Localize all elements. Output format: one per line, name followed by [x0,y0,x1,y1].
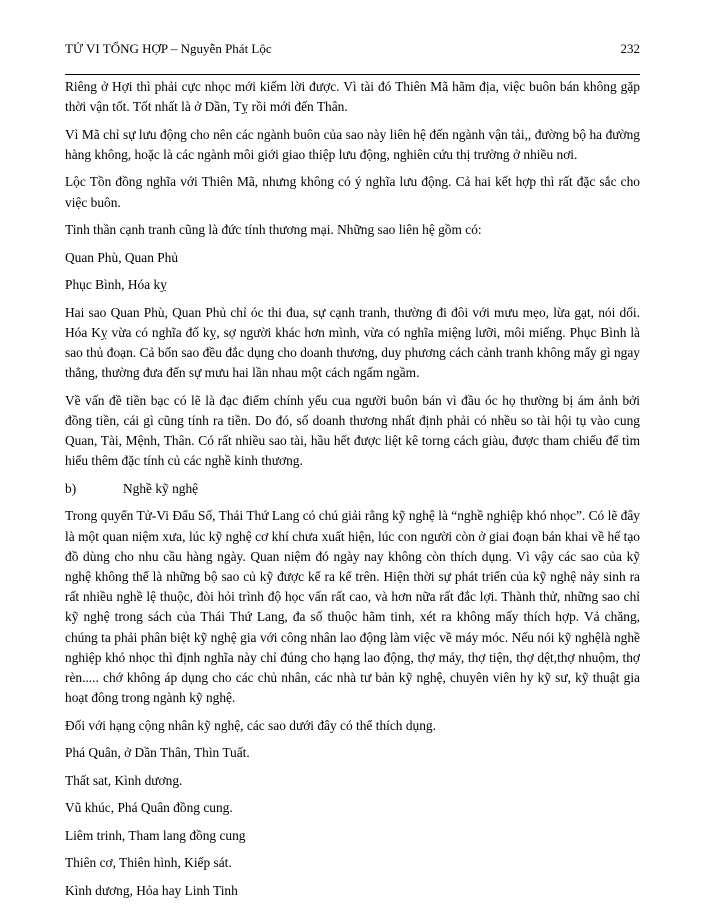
star-list-item: Liêm trinh, Tham lang đồng cung [65,827,246,843]
star-list-item: Phá Quân, ở Dần Thân, Thìn Tuất. [65,745,250,761]
paragraph: Vì Mã chỉ sự lưu động cho nên các ngành buôn của sao này liên hệ đến ngành vận tải,, đường bộ ha đường hàng không, hoặc là các ngành môi giới giao thiệp lưu động, nghiên cứu thị trường ở nhiều nơi. [65,126,640,162]
paragraph: Lộc Tồn đồng nghĩa với Thiên Mã, nhưng không có ý nghĩa lưu động. Cả hai kết hợp thì rất đặc sắc cho việc buôn. [65,174,640,210]
paragraph: Riêng ở Hợi thì phải cực nhọc mới kiếm lời được. Vì tài đó Thiên Mã hãm địa, việc buôn bán không gặp thời vận tốt. Tốt nhất là ở Dần, Tỵ rồi mới đến Thân. [65,79,640,115]
paragraph: Tinh thần cạnh tranh cũng là đức tính thương mại. Những sao liên hệ gồm có: [65,222,482,238]
section-label: b) [65,480,77,496]
paragraph: Hai sao Quan Phù, Quan Phủ chỉ óc thi đua, sự cạnh tranh, thường đi đôi với mưu mẹo, lừa gạt, nói dối. Hóa Kỵ vừa có nghĩa đố kỵ, sợ người khác hơn mình, vừa có nghĩa miệng lưỡi, môi miếng. Phục Bình là sao thủ đoạn. Cả bốn sao đều đắc dụng cho doanh thương, duy phương cách cảnh tranh không mấy gì ngay thẳng, thường đưa đến sự mưu hai lần nhau một cách ngấm ngầm. [65,304,640,381]
section-title: Nghề kỹ nghệ [123,480,199,496]
header-title: TỬ VI TỔNG HỢP – Nguyễn Phát Lộc [65,41,272,56]
star-list-item: Vũ khúc, Phá Quân đồng cung. [65,800,233,816]
paragraph: Đối với hạng cộng nhân kỹ nghệ, các sao dưới đây có thể thích dụng. [65,717,436,733]
paragraph: Về vấn đề tiền bạc có lẽ là đạc điểm chính yếu cua người buôn bán vì đầu óc họ thường bị ám ảnh bởi đồng tiền, cái gì cũng tính ra tiền. Do đó, số doanh thương nhất định phải có nhều so tài hội tụ vào cung Quan, Tài, Mệnh, Thân. Có rất nhiều sao tài, hầu hết được liệt kê torng cách giàu, được tham chiếu để tìm hiểu thêm đặc tính củ các nghề kinh thương. [65,392,640,469]
star-list-item: Phục Bình, Hóa kỵ [65,277,167,293]
star-list-item: Thất sat, Kình dương. [65,772,183,788]
star-list-item: Thiên cơ, Thiên hình, Kiếp sát. [65,855,232,871]
star-list-item: Quan Phù, Quan Phủ [65,249,179,265]
star-list-item: Kình dương, Hỏa hay Linh Tinh [65,882,238,898]
page-number: 232 [620,41,640,56]
section-heading [65,479,640,499]
paragraph: Trong quyển Tử-Vi Đẩu Số, Thái Thứ Lang có chú giải rằng kỹ nghệ là “nghề nghiệp khó nhọc”. Có lẽ đây là một quan niệm xưa, lúc kỹ nghệ cơ khí chưa xuất hiện, lúc con người còn ở giai đoạn bán khai về hế tạo đồ dùng cho nhu cầu hàng ngày. Quan niệm đó ngày nay không còn thích dụng. Vì vậy các sao của kỹ nghệ không thể là những bộ sao củ kỹ được kể ra kể trên. Hiện thời sự phát triển của kỹ nghệ nảy sinh ra rất nhiều nghề lệ thuộc, đòi hỏi trình độ học vấn rất cao, và hơn nữa rất đắc lợi. Thành thử, những sao chỉ kỹ nghệ trong sách của Thái Thứ Lang, đa số thuộc hãm tinh, xét ra không mấy thích hợp. Vả chăng, chúng ta phải phân biệt kỹ nghệ gia với công nhân lao động làm việc về máy móc. Nếu nói kỹ nghệlà nghề nghiệp khó nhọc thì định nghĩa này chỉ đúng cho hạng lao động, thợ máy, thợ tiện, thợ dệt,thợ nhuộm, thợ rèn..... chớ không áp dụng cho các chủ nhân, các nhà tư bản kỹ nghệ, chuyên viên hy kỹ sư, kỹ thuật gia hoạt đông trong ngành kỹ nghệ. [65,508,640,706]
header-divider [65,74,640,75]
body-text [65,77,640,908]
